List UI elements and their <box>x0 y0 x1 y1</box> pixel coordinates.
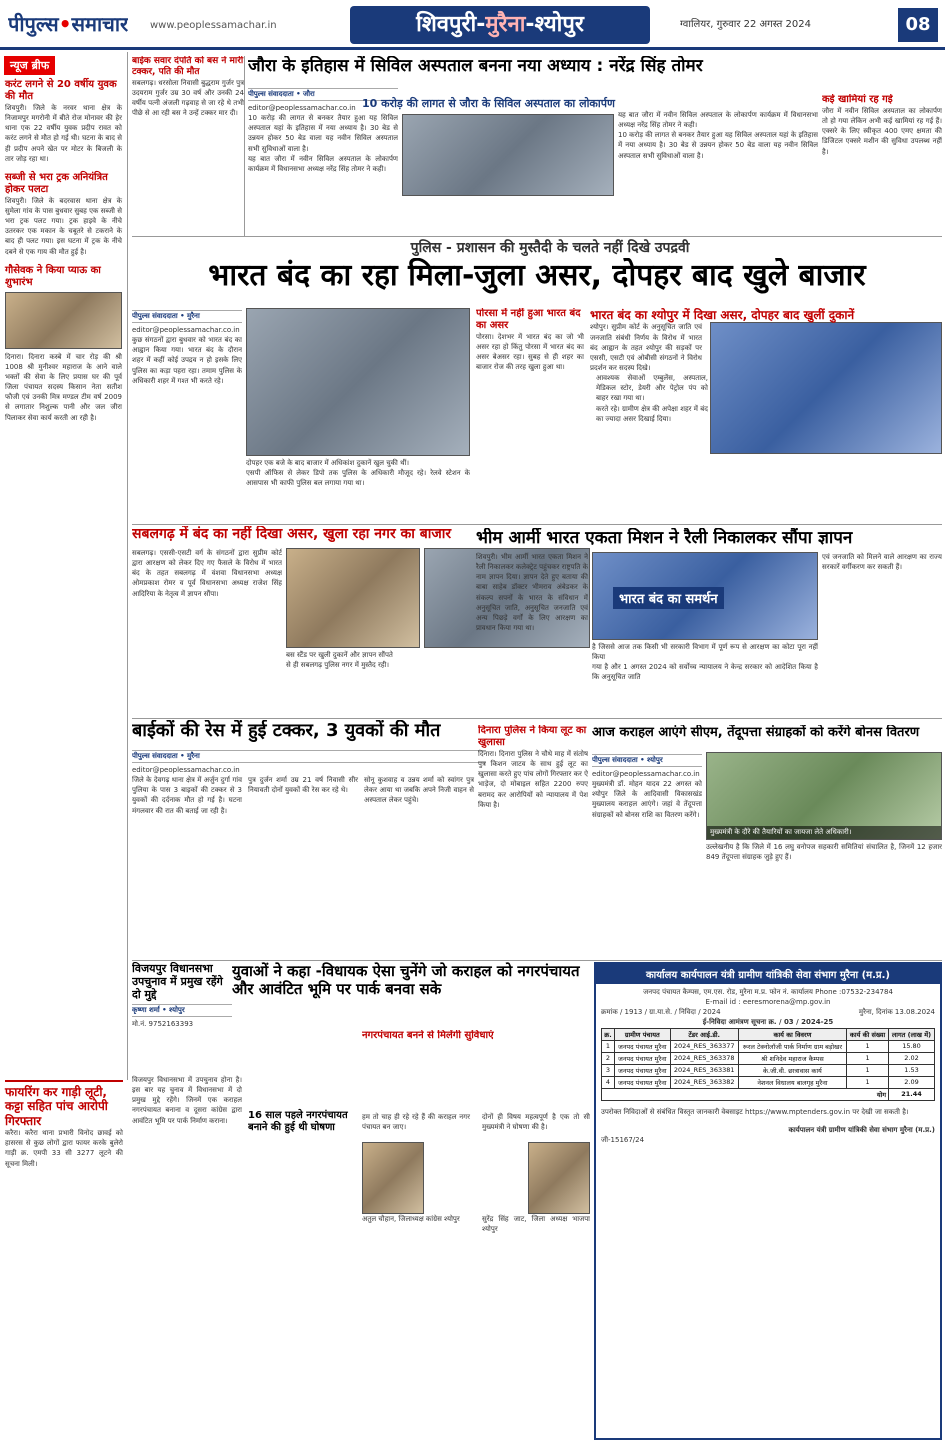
story-bharat-band-cont: दोपहर एक बजे के बाद बाजार में अधिकांश दुकानें खुल चुकी थीं। एसपी ऑफिस से लेकर डिपो तक पुलिस के अधिकारी मौजूद रहे। रेलवे स्टेशन के आसपास भी काफी पुलिस बल लगाया गया था। <box>246 459 470 488</box>
brief-body: करैरा। करैरा थाना प्रभारी विनोद छावई को हासरस से कुछ लोगों द्वारा फायर करके बुलेरो गाड़ी क्र. एमपी 33 सी 3277 लूटने की सूचना मिली। <box>5 1129 123 1168</box>
tender-table <box>601 1028 935 1101</box>
story-bhim-cont: है जिससे आज तक किसी भी सरकारी विभाग में पूर्ण रूप से आरक्षण का कोटा पूरा नहीं किया गया है और 1 अगस्त 2024 को सर्वोच्च न्यायालय ने केन्द्र सरकार को आदेशित किया है कि अनुसूचित जाति <box>592 643 818 682</box>
brief-firing <box>0 1080 128 1445</box>
photo-sabalgarh-memo <box>286 548 420 648</box>
tender-cell: 2.02 <box>889 1052 935 1064</box>
story-jaura-side: कई खामियां रह गई जौरा में नवीन सिविल अस्पताल का लोकार्पण तो हो गया लेकिन अभी कई खामियां रह गई हैं। एक्सरे के लिए स्वीकृत 400 एमए क्षमता की डिजिटल एक्सरे मशीन की सुविधा उपलब्ध नहीं है। <box>822 94 942 156</box>
brief-body: शिवपुरी। जिले के बदरवास थाना क्षेत्र के सुमेला गांव के पास बुधवार सुबह एक सब्जी से भरा ट्रक पलट गया। ट्रक हाइवे के नीचे उतरकर एक मकान के चबूतरे से टकराने के बाद ही पलट गया। इस घटना में ट्रक के नीचे दबने से एक गाय की मौत हुई है। <box>5 196 122 256</box>
bikes-headline: बाईकों की रेस में हुई टक्कर, 3 युवकों की मौत <box>132 720 441 741</box>
story-sheopur-band: भारत बंद का श्योपुर में दिखा असर, दोपहर बाद खुलीं दुकानें श्योपुर। सुप्रीम कोर्ट के अनुसूचित जाति एवं जनजाति संबंधी निर्णय के विरोध में भारत बंद आह्वान के तहत श्योपुर की सड़कों पर एससी, एसटी एवं ओबीसी संगठनों ने विरोध प्रदर्शन कर सदस्य दिखे। आवश्यक सेवाओं एम्बुलेंस, अस्पताल, मेडिकल स्टोर, डेयरी और पेट्रोल पंप को बाहर रखा गया था। करते रहे। ग्रामीण क्षेत्र की अपेक्षा शहर में बंद का ज्यादा असर दिखाई दिया। <box>590 308 942 523</box>
tender-email: E-mail id : eeresmorena@mp.gov.in <box>705 998 831 1007</box>
story-bhim-side: एवं जनजाति को मिलने वाले आरक्षण का राज्य सरकारें वर्गीकरण कर सकती हैं। <box>822 553 942 572</box>
story-bikes: पीपुल्स संवाददाता • मुरैना editor@peoplessamachar.co.in जिले के देवगढ़ थाना क्षेत्र में अर्जुन दुर्गा गांव पुलिया के पास 3 बाइकों की टक्कर से 3 युवकों की दर्दनाक मौत हो गई है। घटना मंगलवार की रात की बताई जा रही है। पुत्र दुर्जन शर्मा उम्र 21 वर्ष निवासी सीर नियावती दोनों युवकों की रेस कर रहे थे। सोनू कुशवाह व उन्नय शर्मा को स्वांगर पुत्र लेकर आया था जबकि अपने निजी वाहन से अस्पताल लेकर पहुंचे। <box>132 748 486 958</box>
column-rule <box>132 236 942 237</box>
masthead <box>0 0 945 50</box>
tender-cell: 1 <box>847 1076 889 1088</box>
tender-cell: 1 <box>847 1040 889 1052</box>
photo-bhim-rally <box>592 552 818 640</box>
tender-date: मुरैना, दिनांक 13.08.2024 <box>858 1008 935 1017</box>
tender-cell: 1 <box>602 1040 615 1052</box>
tender-header-cell: कार्य का विवरण <box>738 1028 846 1040</box>
photo-surendra-jat <box>528 1142 590 1214</box>
tender-cell: 2024_RES_363381 <box>670 1064 738 1076</box>
photo-jaura-hospital <box>402 114 614 196</box>
tender-sign: कार्यपालन यंत्री ग्रामीण यांत्रिकी सेवा संभाग मुरैना (म.प्र.) <box>788 1125 935 1134</box>
column-rule <box>132 718 942 719</box>
tender-cell: जनपद पंचायत मुरैना <box>614 1076 670 1088</box>
jaura-headline: जौरा के इतिहास में सिविल अस्पताल बनना नया अध्याय : नरेंद्र सिंह तोमर <box>248 56 703 76</box>
sabalgarh-captions: बस स्टैंड पर खुली दुकानें और ज्ञापन सौंपते से ही सबलगढ़ पुलिस नगर में मुस्तैद रही। <box>286 651 393 670</box>
photo-sheopur-rally <box>710 322 942 454</box>
story-jaura: पीपुल्स संवाददाता • जौरा editor@peoplessamachar.co.in 10 करोड़ की लागत से बनकर तैयार हुआ यह सिविल अस्पताल यहां के इतिहास में नया अध्याय है। 30 बेड से उन्नयन होकर 50 बेड वाला यह नवीन सिविल अस्पताल सभी सुविधाओं वाला है। यह बात जौरा में नवीन सिविल अस्पताल के लोकार्पण कार्यक्रम में विधानसभा अध्यक्ष नरेंद्र सिंह तोमर ने कही। <box>248 90 398 173</box>
newspaper-brand: पीपुल्स•समाचार <box>8 12 129 36</box>
tender-cell: 1 <box>847 1052 889 1064</box>
story-bharat-band: पीपुल्स संवाददाता • मुरैना editor@peoplessamachar.co.in कुछ संगठनों द्वारा बुधवार को भारत बंद का आह्वान किया गया। भारत बंद के दौरान शहर में कहीं कोई उपद्रव न हो इसके लिए पुलिस का कड़ा पहरा रहा। तमाम पुलिस के अधिकारी शहर में गश्त भी करते रहे। <box>132 312 242 385</box>
story-jaura-cont: यह बात जौरा में नवीन सिविल अस्पताल के लोकार्पण कार्यक्रम में विधानसभा अध्यक्ष नरेंद्र सिंह तोमर ने कही। 10 करोड़ की लागत से बनकर तैयार हुआ यह सिविल अस्पताल यहां के इतिहास में नया अध्याय है। 30 बेड से उन्नयन होकर 50 बेड वाला यह नवीन सिविल अस्पताल सभी सुविधाओं वाला है। <box>618 111 818 160</box>
column-rule <box>244 56 245 236</box>
tender-footer: उपरोक्त निविदाओं से संबंधित विस्तृत जानकारी वेबसाइट https://www.mptenders.gov.in पर देखी जा सकती है। <box>601 1107 909 1116</box>
tender-header-cell: टेंडर आई.डी. <box>670 1028 738 1040</box>
brief-headline: गौसेवक ने किया प्याऊ का शुभारंभ <box>5 264 101 288</box>
brief-headline: करंट लगने से 20 वर्षीय युवक की मौत <box>5 79 117 102</box>
tender-cell: रूरल टेक्नोलॉजी पार्क निर्माण ग्राम बड़ोखर <box>738 1040 846 1052</box>
tender-total-value: 21.44 <box>889 1088 935 1100</box>
brief-headline: सब्जी से भरा ट्रक अनियंत्रित होकर पलटा <box>5 171 108 195</box>
tender-cell: जनपद पंचायत मुरैना <box>614 1064 670 1076</box>
tender-total-row <box>602 1088 935 1100</box>
news-brief-tag: न्यूज ब्रीफ <box>4 56 55 75</box>
tender-cell: 4 <box>602 1076 615 1088</box>
tender-total-label: योग <box>602 1088 889 1100</box>
story-vijaypur: विजयपुर विधानसभा में उपचुनाव होना है। इस बार यह चुनाव में विधानसभा में दो प्रमुख मुद्दे रहेंगे। जिनमें एक कराहल नगरपंचायत बनाना व दूसरा कांग्रेस द्वारा आवंटित भूमि पर पार्क निर्माण कराना। <box>132 1076 242 1125</box>
tender-title: कार्यालय कार्यपालन यंत्री ग्रामीण यांत्रिकी सेवा संभाग मुरैना (म.प्र.) <box>596 964 940 984</box>
story-dinara: दिनारा पुलिस ने किया लूट का खुलासा दिनारा। दिनारा पुलिस ने चौथे माह में संतोष पुत्र किशन जाटव के साथ हुई लूट का खुलासा करते हुए पांच लोगों गिरफ्तार कर ऐ भाड़ेज, दो मोबाइल सहित 2200 रुपए बरामद कर आरोपियों को न्यायालय में पेश किया है। <box>478 725 588 809</box>
sabalgarh-headline: सबलगढ़ में बंद का नहीं दिखा असर, खुला रहा नगर का बाजार <box>132 526 452 542</box>
rally-banner: भारत बंद का समर्थन <box>613 587 724 609</box>
tender-header-cell: लागत (लाख में) <box>889 1028 935 1040</box>
story-bhim: शिवपुरी। भीम आर्मी भारत एकता मिशन ने रैली निकालकर कलेक्ट्रेट पहुंचकर राष्ट्रपति के नाम ज्ञापन दिया। ज्ञापन देते हुए बताया की बाबा साहेब डॉक्टर भीमराव अंबेडकर के संकल्प सपनों के भारत के संविधान में अनुसूचित जाति, अनुसूचित जनजाति एवं अन्य पिछड़े वर्गों के लिए आरक्षण का प्रावधान किया गया था। <box>476 553 588 632</box>
bhim-headline: भीम आर्मी भारत एकता मिशन ने रैली निकालकर सौंपा ज्ञापन <box>476 528 853 548</box>
story-sabalgarh: सबलगढ़। एससी-एसटी वर्ग के संगठनों द्वारा सुप्रीम कोर्ट द्वारा आरक्षण को लेकर दिए गए फैसले के विरोध में भारत बंद के तहत सबलगढ़ में वंशवा विधानसभा अध्यक्ष ओमप्रकाश रोमर व पूर्व विधानसभा अध्यक्ष राजेश सिंह आदिरिया के नेतृत्व में ज्ञापन सौंपा। <box>132 549 282 598</box>
tender-cell: 2024_RES_363378 <box>670 1052 738 1064</box>
dateline: ग्वालियर, गुरुवार 22 अगस्त 2024 <box>680 19 811 30</box>
jaura-subhead: 10 करोड़ की लागत से जौरा के सिविल अस्पताल का लोकार्पण <box>362 97 615 110</box>
tender-notice-no: ई-निविदा आमंत्रण सूचना क्र. / 03 / 2024-25 <box>702 1018 834 1027</box>
tender-cell: 2 <box>602 1052 615 1064</box>
vijaypur-headline: विजयपुर विधानसभा उपचुनाव में प्रमुख रहेंगे दो मुद्दे कृष्णा शर्मा • श्योपुर मो.नं. 9752163393 <box>132 962 232 1072</box>
column-rule <box>132 960 942 961</box>
tender-header-cell: क्र. <box>602 1028 615 1040</box>
tender-row <box>602 1040 935 1052</box>
tender-cell: 2024_RES_363377 <box>670 1040 738 1052</box>
tender-cell: जनपद पंचायत मुरैना <box>614 1052 670 1064</box>
photo-karahal-prep: मुख्यमंत्री के दौरे की तैयारियों का जायजा लेते अधिकारी। <box>706 752 942 840</box>
tender-job-no: जी-15167/24 <box>601 1135 645 1144</box>
tender-cell: 2024_RES_363382 <box>670 1076 738 1088</box>
karahal-headline: आज कराहल आएंगे सीएम, तेंदूपत्ता संग्राहकों को करेंगे बोनस वितरण <box>592 725 920 740</box>
story-bike-couple <box>132 56 244 231</box>
story-vijaypur-cont: 16 साल पहले नगरपंचायत बनाने की हुई थी घोषणा <box>248 1110 348 1133</box>
tender-cell: 3 <box>602 1064 615 1076</box>
tender-cell: 1.53 <box>889 1064 935 1076</box>
page-number: 08 <box>898 8 938 42</box>
tender-notice <box>594 962 942 1440</box>
tender-cell: जनपद पंचायत मुरैना <box>614 1040 670 1052</box>
story-karahal-cont: उल्लेखनीय है कि जिले में 16 लघु वनोपज सहकारी समितियां संचालित है, जिनमें 12 हजार 849 तेंदूपत्ता संग्राहक जुड़े हुए हैं। <box>706 843 942 862</box>
tender-row <box>602 1064 935 1076</box>
brief-body: शिवपुरी। जिले के नरवर थाना क्षेत्र के निजामपुर मगरोनी में बीते रोज मोनावर की हेर थाना एक 22 वर्षीय युवक प्रदीप रावत को करंट लगने से मौत हो गई थी। घटना के बाद से ही प्रदीप अपने खेत पर मोटर के बिजली के तार जोड़ रहा था। <box>5 104 122 163</box>
story-porsa: पोरसा में नहीं हुआ भारत बंद का असर पोरसा। देशभर में भारत बंद का जो भी असर रहा हो किंतु पोरसा में भारत बंद का असर बेअसर रहा। सुबह से ही शहर का बाजार रोज की तरह खुला हुआ था। <box>476 308 584 372</box>
tender-address: जनपद पंचायत कैम्पस, एम.एस. रोड, मुरैना म.प्र. फोन नं. कार्यालय Phone :07532-234784 <box>643 988 893 996</box>
vijaypur-banner: युवाओं ने कहा -विधायक ऐसा चुनेंगे जो कराहल को नगरपंचायत और आवंटित भूमि पर पार्क बनवा सके <box>232 962 580 998</box>
story-headline: बाईक सवार दंपति को बस ने मारी टक्कर, पति की मौत <box>132 56 244 77</box>
brief-body: दिनारा। दिनारा कस्बे में चार रोड़ की श्री 1008 श्री मुनीश्वर महाराज के आने वाले भक्तों की सेवा के लिए प्रयास घर की पूर्व जिला पंचायत सदस्य किसान नेता सतीश फौजी एवं उनकी मित्र मण्डल टीम वर्ष 2009 से लगातार निशुल्क पानी और जल जीरा पिलाकर सेवा कार्य करती आ रही है। <box>5 352 122 422</box>
brief-headline: फायरिंग कर गाड़ी लूटी, कट्टा सहित पांच आरोपी गिरफ्तार <box>5 1080 123 1128</box>
tender-cell: 2.09 <box>889 1076 935 1088</box>
tender-header-cell: कार्य की संख्या <box>847 1028 889 1040</box>
column-rule <box>132 524 942 525</box>
tender-header-cell: ग्रामीण पंचायत <box>614 1028 670 1040</box>
tender-cell: के.जी.वी. छात्रावास कार्य <box>738 1064 846 1076</box>
site-url: www.peoplessamachar.in <box>150 20 277 31</box>
story-vijaypur-facilities: नगरपंचायत बनने से मिलेंगी सुविधाएं हम तो चाह ही रहे रहे हैं की कराहल नगर पंचायत बन जाए। दोनों ही विषय महत्वपूर्ण है एक तो सी मुख्यमंत्री ने घोषणा की है। अतुल चौहान, जिलाध्यक्ष कांग्रेस श्योपुर सुरेंद्र सिंह जाट, जिला अध्यक्ष भाजपा श्योपुर <box>362 1030 590 1234</box>
section-kicker: पुलिस - प्रशासन की मुस्तैदी के चलते नहीं दिखे उपद्रवी <box>410 240 690 256</box>
tender-cell: नेशनल विधालय बालगृह मुरैना <box>738 1076 846 1088</box>
story-karahal: पीपुल्स संवाददाता • श्योपुर editor@peoplessamachar.co.in मुख्यमंत्री डॉ. मोहन यादव 22 अगस्त को श्योपुर जिले के आदिवासी विकासखंड मुख्यालय कराहल आएंगे। जहां वे तेंदूपत्ता संग्राहकों को बोनस राशि का वितरण करेंगे। <box>592 756 702 819</box>
tender-cell: 15.80 <box>889 1040 935 1052</box>
tender-row <box>602 1076 935 1088</box>
photo-piyau <box>5 292 122 349</box>
tender-cell: 1 <box>847 1064 889 1076</box>
tender-cell: श्री शनिदेव महाराज कैम्पस <box>738 1052 846 1064</box>
tender-ref: क्रमांक / 1913 / ग्रा.या.से. / निविदा / 2024 <box>601 1008 721 1017</box>
photo-atul-chauhan <box>362 1142 424 1214</box>
edition-title: शिवपुरी-मुरैना-श्योपुर <box>350 6 650 44</box>
photo-bharat-band-police <box>246 308 470 456</box>
tender-row <box>602 1052 935 1064</box>
bharat-band-headline: भारत बंद का रहा मिला-जुला असर, दोपहर बाद खुले बाजार <box>208 258 866 293</box>
story-body: सबलगढ़। धरसोला निवासी बुद्धराम गुर्जर पुत्र उदयराम गुर्जर उम्र 30 वर्ष और उनकी 24 वर्षीय पत्नी अंजली गढ़वाह से जा रहे थे तभी पीछे से आ रही बस ने उन्हें टक्कर मार दी। <box>132 78 244 118</box>
